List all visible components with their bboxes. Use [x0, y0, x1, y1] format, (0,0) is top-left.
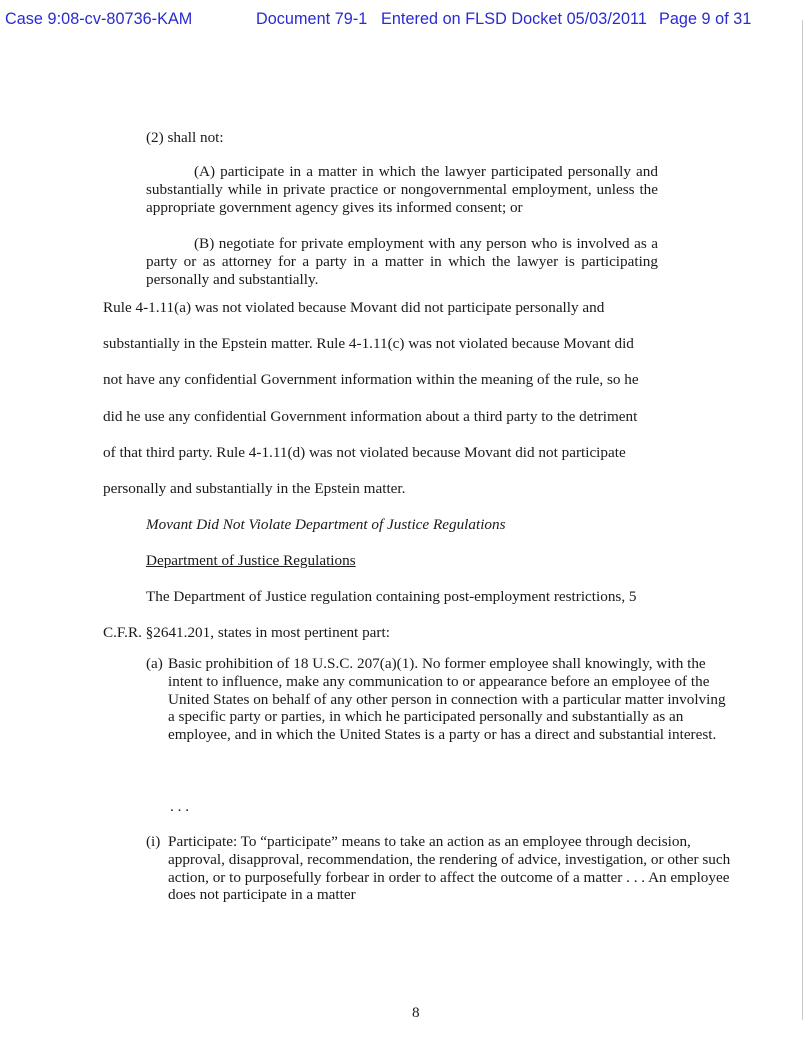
header-document-number: Document 79-1 [256, 10, 368, 28]
ellipsis: . . . [170, 798, 189, 815]
body-line-2: substantially in the Epstein matter. Rule 4-1.11(c) was not violated because Movant did [103, 335, 634, 352]
regulation-marker-a: (a) [146, 655, 163, 672]
intro-line-2: C.F.R. §2641.201, states in most pertinent part: [103, 624, 390, 641]
body-line-6: personally and substantially in the Epstein matter. [103, 480, 406, 497]
body-line-5: of that third party. Rule 4-1.11(d) was not violated because Movant did not participate [103, 444, 626, 461]
header-page-count: Page 9 of 31 [659, 10, 752, 28]
docket-header [0, 10, 804, 34]
quote-paragraph-b: (B) negotiate for private employment with any person who is involved as a party or as attorney for a party in a matter in which the lawyer is participating personally and substantially. [146, 235, 658, 288]
regulation-item-a [146, 655, 732, 744]
header-entered-date: Entered on FLSD Docket 05/03/2011 [381, 10, 647, 28]
section-heading-underline: Department of Justice Regulations [146, 552, 356, 569]
scan-edge-line [802, 20, 803, 1020]
body-line-1: Rule 4-1.11(a) was not violated because Movant did not participate personally and [103, 299, 605, 316]
header-case-number: Case 9:08-cv-80736-KAM [5, 10, 193, 28]
body-line-3: not have any confidential Government information within the meaning of the rule, so he [103, 371, 639, 388]
regulation-text-i: Participate: To “participate” means to take an action as an employee through decision, approval, disapproval, recommendation, the rendering of advice, investigation, or other such action, or to purposefully forbear in order to affect the outcome of a matter . . . An employee does not participate in a matter [168, 833, 731, 904]
body-line-4: did he use any confidential Government information about a third party to the detriment [103, 408, 638, 425]
page-number: 8 [412, 1004, 420, 1021]
intro-line-1: The Department of Justice regulation containing post-employment restrictions, 5 [146, 588, 637, 605]
regulation-marker-i: (i) [146, 833, 161, 850]
section-heading-italic: Movant Did Not Violate Department of Justice Regulations [146, 516, 506, 533]
regulation-text-a: Basic prohibition of 18 U.S.C. 207(a)(1). No former employee shall knowingly, with the intent to influence, make any communication to or appearance before an employee of the United States on behalf of any other person in connection with a particular matter involving a specific party or parties, in which he participated personally and substantially as an employee, and in which the United States is a party or has a direct and substantial interest. [168, 655, 726, 744]
quote-paragraph-a: (A) participate in a matter in which the lawyer participated personally and substantially while in private practice or nongovernmental employment, unless the appropriate government agency gives its informed consent; or [146, 163, 658, 216]
quote-lead: (2) shall not: [146, 129, 224, 146]
regulation-item-i [146, 833, 732, 904]
